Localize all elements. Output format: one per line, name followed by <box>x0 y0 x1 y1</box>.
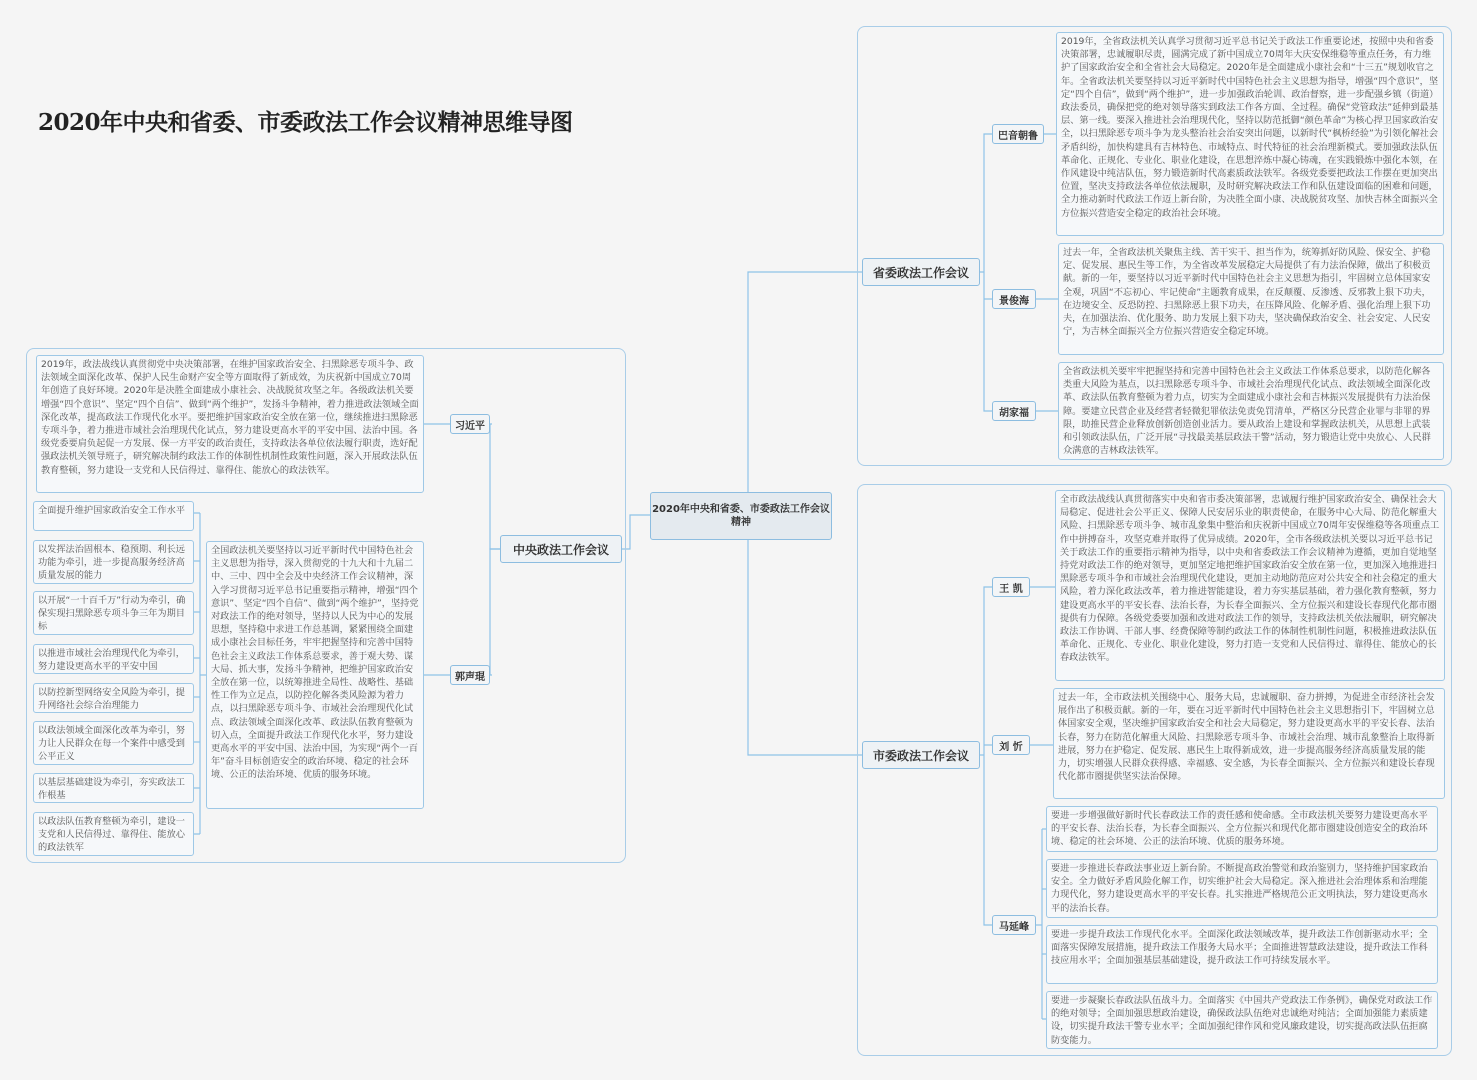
wang-note: 全市政法战线认真贯彻落实中央和省市委决策部署，忠诚履行维护国家政治安全、确保社会大局稳定、促进社会公平正义、保障人民安居乐业的职责使命，在服务中心大局、防范化解重大风险、扫黑除恶专项斗争、城市乱象集中整治和庆祝新中国成立70周年安保维稳等各项重点工作中拼搏奋斗，攻坚克难并取得了优异成绩。2020年，全市各级政法机关要以习近平总书记关于政法工作的重要指示精神为指导，以中央和省委政法工作会议精神为遵循，更加自觉地坚持党对政法工作的绝对领导，更加坚定地把维护国家政治安全放在第一位，更加深入地推进扫黑除恶专项斗争和市域社会治理现代化建设，更加主动地防范应对公共安全和社会稳定的重大风险，着力深化政法改革，着力推进智能建设，着力夯实基层基础，着力强化教育整顿，努力建设更高水平的平安长春、法治长春，为长春全面振兴、全方位振兴和建设长春现代化都市圈提供有力保障。各级党委要加强和改进对政法工作的领导，支持政法机关依法履职，研究解决政法工作协调、干部人事、经费保障等制约政法工作的体制性机制性问题，积极推进政法队伍革命化、正规化、专业化、职业化建设，努力打造一支党和人民信得过、靠得住、能放心的长春政法铁军。 <box>1055 490 1445 681</box>
connector-root-municipal <box>748 540 862 755</box>
person-xi-node[interactable]: 习近平 <box>450 414 490 434</box>
guo-point-1: 全面提升维护国家政治安全工作水平 <box>33 501 194 531</box>
person-liu-node[interactable]: 刘 忻 <box>992 735 1030 755</box>
connector-root-central <box>622 515 650 549</box>
ma-note-2: 要进一步推进长春政法事业迈上新台阶。不断提高政治警觉和政治鉴别力，坚持维护国家政治安全。全力做好矛盾风险化解工作，切实维护社会大局稳定。深入推进社会治理体系和治理能力现代化，努力建设更高水平的平安长春。扎实推进严格规范公正文明执法，努力建设更高水平的法治长春。 <box>1046 859 1438 918</box>
liu-note: 过去一年，全市政法机关围绕中心、服务大局，忠诚履职、奋力拼搏，为促进全市经济社会发展作出了积极贡献。新的一年，要在习近平新时代中国特色社会主义思想指引下，牢固树立总体国家安全观，坚决维护国家政治安全和社会大局稳定，努力建设更高水平的平安长春、法治长春，努力在防范化解重大风险、扫黑除恶专项斗争、市域社会治理、城市乱象整治上取得新进展，努力在护稳定、促发展、惠民生上取得新成效，进一步提高服务经济高质量发展的能力，切实增强人民群众获得感、幸福感、安全感，为长春全面振兴、全方位振兴和建设长春现代化都市圈提供坚实法治保障。 <box>1053 688 1445 799</box>
guo-point-8: 以政法队伍教育整顿为牵引，建设一支党和人民信得过、靠得住、能放心的政法铁军 <box>33 812 194 856</box>
provincial-conference-node[interactable]: 省委政法工作会议 <box>862 258 980 286</box>
municipal-conference-node[interactable]: 市委政法工作会议 <box>862 741 980 769</box>
bayin-note: 2019年，全省政法机关认真学习贯彻习近平总书记关于政法工作重要论述，按照中央和省委决策部署，忠诚履职尽责，圆满完成了新中国成立70周年大庆安保维稳等重点任务，有力维护了国家政治安全和全省社会大局稳定。2020年是全面建成小康社会和“十三五”规划收官之年。全省政法机关要坚持以习近平新时代中国特色社会主义思想为指导，增强“四个意识”，坚定“四个自信”，做到“两个维护”，进一步加强政治轮训、政治督察，进一步配强乡镇（街道）政法委员，确保把党的绝对领导落实到政法工作各方面、全过程。确保“党管政法”延伸到最基层、第一线。要深入推进社会治理现代化，坚持以防范抵御“颜色革命”为核心捍卫国家政治安全，以扫黑除恶专项斗争为龙头整治社会治安突出问题，以新时代“枫桥经验”为引领化解社会矛盾纠纷，加快构建具有吉林特色、市域特点、时代特征的社会治理新模式。要加强政法队伍革命化、正规化、专业化、职业化建设，在思想淬炼中凝心铸魂，在实践锻炼中强化本领，在作风建设中纯洁队伍，努力锻造新时代高素质政法铁军。各级党委要把政法工作摆在更加突出位置，坚决支持政法各单位依法履职，及时研究解决政法工作和队伍建设面临的困难和问题，全力推动新时代政法工作迈上新台阶，为决胜全面小康、决战脱贫攻坚、加快吉林全面振兴全方位振兴营造安全稳定的政治社会环境。 <box>1056 32 1444 236</box>
hu-note: 全省政法机关要牢牢把握坚持和完善中国特色社会主义政法工作体系总要求，以防范化解各类重大风险为基点，以扫黑除恶专项斗争、市域社会治理现代化试点、政法领域全面深化改革、政法队伍教育整顿为着力点，切实为全面建成小康社会和吉林振兴发展提供有力法治保障。要建立民营企业及经营者轻微犯罪依法免责免罚清单，严格区分民营企业罪与非罪的界限，助推民营企业释放创新创造创业活力。要从政治上建设和掌握政法机关，从思想上武装和引领政法队伍，广泛开展“寻找最美基层政法干警”活动，努力锻造让党中央放心、人民群众满意的吉林政法铁军。 <box>1058 362 1444 460</box>
connector-root-provincial <box>748 272 862 492</box>
guo-point-5: 以防控新型网络安全风险为牵引，提升网络社会综合治理能力 <box>33 683 194 713</box>
central-conference-node[interactable]: 中央政法工作会议 <box>500 535 622 563</box>
person-ma-node[interactable]: 马延峰 <box>992 915 1036 935</box>
ma-note-4: 要进一步凝聚长春政法队伍战斗力。全面落实《中国共产党政法工作条例》，确保党对政法工作的绝对领导；全面加强思想政治建设，确保政法队伍绝对忠诚绝对纯洁；全面加强能力素质建设，切实提升政法干警专业水平；全面加强纪律作风和党风廉政建设，切实提高政法队伍拒腐防变能力。 <box>1046 991 1438 1049</box>
guo-point-4: 以推进市域社会治理现代化为牵引，努力建设更高水平的平安中国 <box>33 644 194 674</box>
guo-point-6: 以政法领域全面深化改革为牵引，努力让人民群众在每一个案件中感受到公平正义 <box>33 721 194 765</box>
guo-note: 全国政法机关要坚持以习近平新时代中国特色社会主义思想为指导，深入贯彻党的十九大和十九届二中、三中、四中全会及中央经济工作会议精神，深入学习贯彻习近平总书记重要指示精神，增强“四个意识”、坚定“四个自信”、做到“两个维护”，坚持党对政法工作的绝对领导，坚持以人民为中心的发展思想，坚持稳中求进工作总基调，紧紧围绕全面建成小康社会目标任务，牢牢把握坚持和完善中国特色社会主义政法工作体系总要求，善于观大势、谋大局、抓大事，发扬斗争精神，把维护国家政治安全放在第一位，以统筹推进全局性、战略性、基础性工作为立足点，以防控化解各类风险源为着力点，以扫黑除恶专项斗争、市域社会治理现代化试点、政法领域全面深化改革、政法队伍教育整顿为切入点，全面提升政法工作现代化水平，努力建设更高水平的平安中国、法治中国，为实现“两个一百年”奋斗目标创造安全的政治环境、稳定的社会环境、公正的法治环境、优质的服务环境。 <box>206 541 424 809</box>
ma-note-3: 要进一步提升政法工作现代化水平。全面深化政法领域改革，提升政法工作创新驱动水平；全面落实保障发展措施，提升政法工作服务大局水平；全面推进智慧政法建设，提升政法工作科技应用水平；全面加强基层基础建设，提升政法工作可持续发展水平。 <box>1046 925 1438 984</box>
guo-point-7: 以基层基础建设为牵引，夯实政法工作根基 <box>33 773 194 803</box>
guo-point-3: 以开展“一十百千万”行动为牵引，确保实现扫黑除恶专项斗争三年为期目标 <box>33 591 194 635</box>
xi-note: 2019年，政法战线认真贯彻党中央决策部署，在维护国家政治安全、扫黑除恶专项斗争、政法领域全面深化改革、保护人民生命财产安全等方面取得了新成效，为庆祝新中国成立70周年创造了良好环境。2020年是决胜全面建成小康社会、决战脱贫攻坚之年。各级政法机关要增强“四个意识”、坚定“四个自信”、做到“两个维护”，发扬斗争精神，着力推进政法领域全面深化改革，提高政法工作现代化水平。要把维护国家政治安全放在第一位，继续推进扫黑除恶专项斗争，着力推进市域社会治理现代化试点，努力建设更高水平的平安中国、法治中国。各级党委要肩负起促一方发展、保一方平安的政治责任，支持政法各单位依法履行职责，选好配强政法机关领导班子，研究解决制约政法工作的体制性机制性政策性问题，深入开展政法队伍教育整顿，努力建设一支党和人民信得过、靠得住、能放心的政法铁军。 <box>36 355 424 493</box>
page-title: 2020年中央和省委、市委政法工作会议精神思维导图 <box>38 109 573 136</box>
person-bayin-node[interactable]: 巴音朝鲁 <box>992 124 1044 144</box>
ma-note-1: 要进一步增强做好新时代长春政法工作的责任感和使命感。全市政法机关要努力建设更高水平的平安长春、法治长春，为长春全面振兴、全方位振兴和现代化都市圈建设创造安全的政治环境、稳定的社会环境、公正的法治环境、优质的服务环境。 <box>1046 806 1438 852</box>
person-hu-node[interactable]: 胡家福 <box>992 401 1036 421</box>
person-wang-node[interactable]: 王 凯 <box>992 577 1030 597</box>
guo-point-2: 以发挥法治固根本、稳预期、利长远功能为牵引，进一步提高服务经济高质量发展的能力 <box>33 540 194 584</box>
jing-note: 过去一年，全省政法机关聚焦主线、苦干实干、担当作为，统筹抓好防风险、保安全、护稳定、促发展、惠民生等工作，为全省改革发展稳定大局提供了有力法治保障，做出了积极贡献。新的一年，要坚持以习近平新时代中国特色社会主义思想为指引，牢固树立总体国家安全观，巩固“不忘初心、牢记使命”主题教育成果，在反颠覆、反渗透、反邪教上狠下功夫，在边境安全、反恐防控、扫黑除恶上狠下功夫，在压降风险、化解矛盾、强化治理上狠下功夫，在加强法治、优化服务、助力发展上狠下功夫，坚决确保政治安全、社会安定、人民安宁，为吉林全面振兴全方位振兴营造安全稳定环境。 <box>1058 243 1444 355</box>
person-guo-node[interactable]: 郭声琨 <box>450 665 490 685</box>
root-topic[interactable]: 2020年中央和省委、市委政法工作会议精神 <box>650 492 832 540</box>
person-jing-node[interactable]: 景俊海 <box>992 289 1036 309</box>
